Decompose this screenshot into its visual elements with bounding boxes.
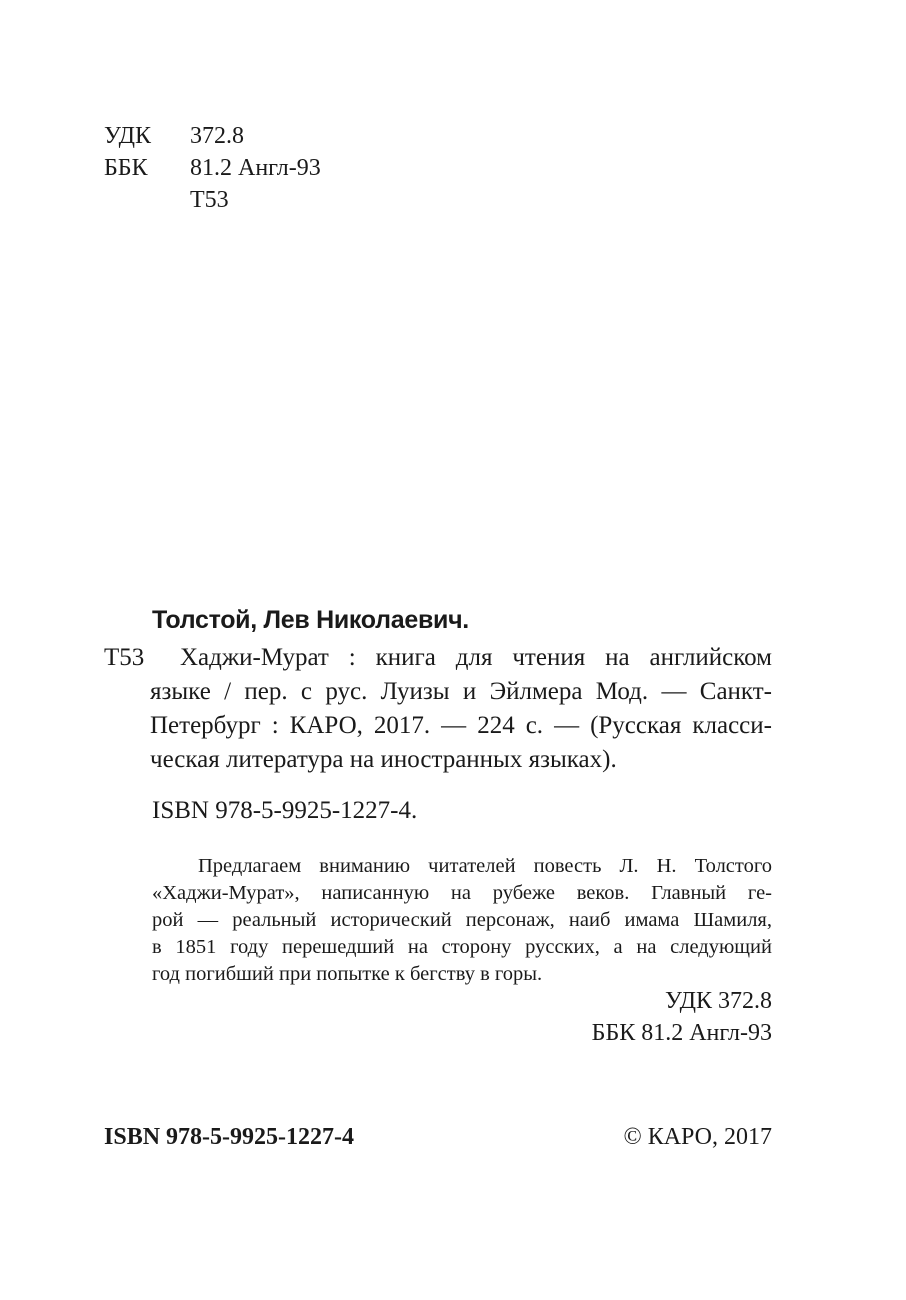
description-line: ческая литература на иностранных языках). (150, 746, 617, 773)
annotation-line: год погибший при попытке к бегству в горы. (152, 963, 543, 985)
author-sign-row (104, 184, 321, 216)
entry-isbn: ISBN 978-5-9925-1227-4. (152, 797, 418, 824)
annotation-line: «Хаджи-Мурат», написанную на рубеже веков. Главный ге- (152, 882, 772, 904)
bbk-row (104, 152, 321, 184)
udk-value: 372.8 (190, 123, 244, 149)
copyright: © КАРО, 2017 (623, 1124, 772, 1150)
annotation-line: рой — реальный исторический персонаж, наиб имама Шамиля, (152, 909, 772, 931)
annotation (152, 853, 772, 988)
udk-label: УДК (104, 123, 151, 149)
entry-author-sign: Т53 (104, 644, 145, 671)
udk-row (104, 120, 321, 152)
bbk-code: ББК 81.2 Англ-93 (591, 1020, 772, 1046)
udk-code: УДК 372.8 (665, 988, 772, 1014)
author-heading: Толстой, Лев Николаевич. (152, 606, 469, 634)
bbk-value: 81.2 Англ-93 (190, 155, 321, 181)
footer-isbn: ISBN 978-5-9925-1227-4 (104, 1124, 354, 1150)
annotation-line: в 1851 году перешедший на сторону русских, а на следующий (152, 936, 772, 958)
bibliographic-description (150, 641, 772, 777)
description-line: языке / пер. с рус. Луизы и Эйлмера Мод. — Санкт- (150, 678, 772, 705)
classification-codes (104, 120, 321, 216)
annotation-line: Предлагаем вниманию читателей повесть Л. Н. Толстого (198, 855, 772, 877)
author-sign: Т53 (190, 187, 229, 213)
description-line: Петербург : КАРО, 2017. — 224 с. — (Русская класси- (150, 712, 772, 739)
description-line: Хаджи-Мурат : книга для чтения на английском (180, 644, 772, 671)
classification-codes-right (592, 985, 772, 1049)
bbk-label: ББК (104, 155, 148, 181)
